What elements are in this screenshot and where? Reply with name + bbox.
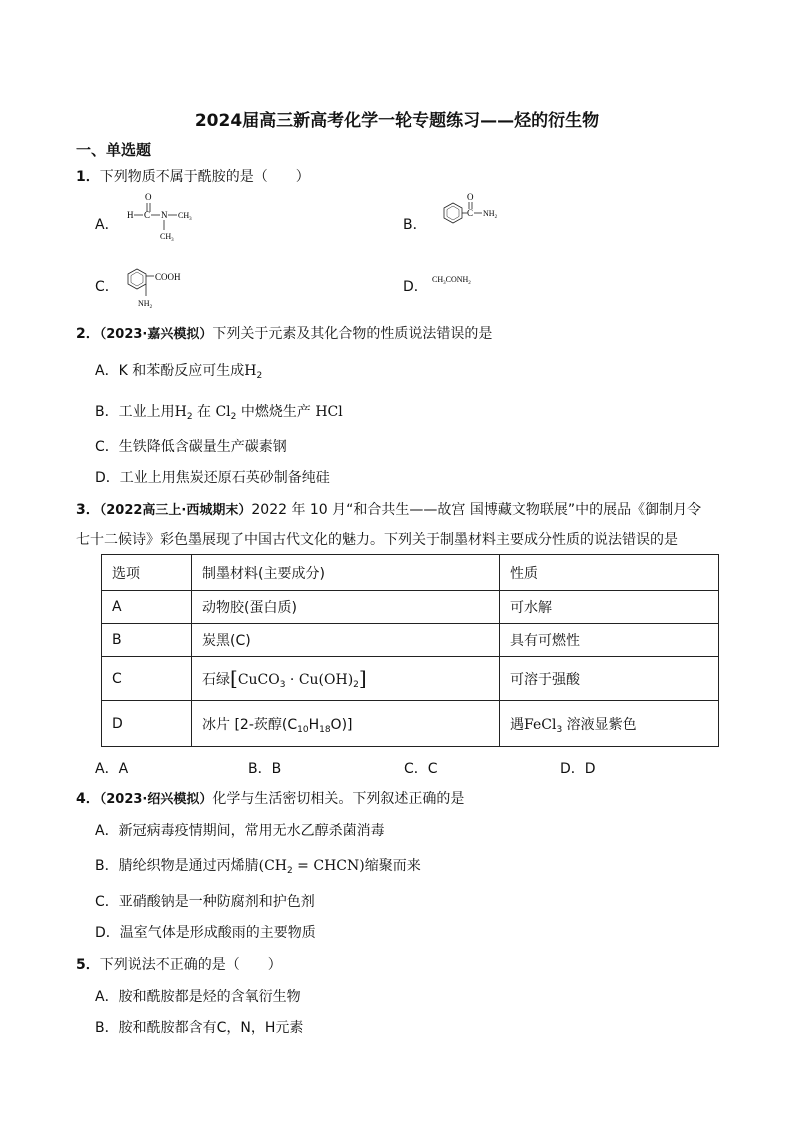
q1-option-c-label[interactable]: C． <box>95 279 119 295</box>
question-number: 1． <box>76 169 100 185</box>
atom-o: O <box>467 192 474 202</box>
svg-text:CH3: $CH_3$ <box>160 232 174 243</box>
amide-nh2: NH <box>483 209 495 218</box>
atom-o: O <box>145 192 152 202</box>
methyl-bottom: CH <box>160 232 172 241</box>
table-header-cell: 选项 <box>102 555 192 591</box>
amino-group: NH <box>138 299 150 308</box>
q2-option-c[interactable]: C．生铁降低含碳量生产碳素钢 <box>95 439 287 455</box>
q1-structure-b <box>432 190 512 238</box>
q1-structure-d <box>430 272 500 288</box>
question-number: 5． <box>76 957 100 973</box>
question-stem: 下列说法不正确的是（ ） <box>99 957 282 973</box>
q1-structure-c <box>120 264 200 312</box>
question-stem: 下列物质不属于酰胺的是（ ） <box>99 169 310 185</box>
table-header-cell: 性质 <box>500 555 719 591</box>
svg-text:NH2: $NH_2$ <box>483 209 498 220</box>
methyl-right: CH <box>178 211 190 220</box>
q4-option-b[interactable]: B．腈纶织物是通过丙烯腈($CH_2$ = CHCN)缩聚而来 <box>95 858 421 876</box>
carboxyl-group: COOH <box>155 272 181 282</box>
q3-option-d[interactable]: D．D <box>560 761 596 777</box>
question-5 <box>76 954 282 974</box>
section-heading: 一、单选题 <box>76 141 152 159</box>
materials-table <box>101 554 719 747</box>
question-4 <box>76 788 464 808</box>
table-header-row <box>102 555 719 591</box>
q2-option-d[interactable]: D．工业上用焦炭还原石英砂制备纯硅 <box>95 470 330 486</box>
question-3-line2: 七十二候诗》彩色墨展现了中国古代文化的魅力。下列关于制墨材料主要成分性质的说法错误的是 <box>76 532 678 548</box>
question-source: （2023·嘉兴模拟） <box>99 327 213 342</box>
q2-option-b[interactable]: B．工业上用$H_2$ 在 $Cl_2$ 中燃烧生产 HCl <box>95 404 343 422</box>
atom-n: N <box>161 210 168 220</box>
q1-structure-a <box>124 188 204 244</box>
table-header-cell: 制墨材料(主要成分) <box>192 555 500 591</box>
q5-option-a[interactable]: A．胺和酰胺都是烃的含氧衍生物 <box>95 989 301 1005</box>
q4-option-c[interactable]: C．亚硝酸钠是一种防腐剂和护色剂 <box>95 894 315 910</box>
question-1 <box>76 166 310 186</box>
q4-option-d[interactable]: D．温室气体是形成酸雨的主要物质 <box>95 925 316 941</box>
question-number: 4． <box>76 791 100 807</box>
table-row: A 动物胶(蛋白质) 可水解 <box>102 591 719 624</box>
q3-option-b[interactable]: B．B <box>248 761 282 777</box>
q5-option-b[interactable]: B．胺和酰胺都含有C，N，H元素 <box>95 1020 304 1036</box>
q1-option-a-label[interactable]: A． <box>95 217 119 233</box>
table-row: C 石绿[CuCO$_3$ · $Cu(OH)_2$] 可溶于强酸 <box>102 657 719 701</box>
question-3 <box>76 499 701 519</box>
q1-option-b-label[interactable]: B． <box>403 217 427 233</box>
question-number: 2． <box>76 326 100 342</box>
svg-text:CH3: $CH_3$ <box>178 211 192 222</box>
question-source: （2022高三上·西城期末） <box>99 503 252 518</box>
page-title: 2024届高三新高考化学一轮专题练习——烃的衍生物 <box>194 111 600 131</box>
q3-option-a[interactable]: A．A <box>95 761 129 777</box>
question-stem-line1: 2022 年 10 月“和合共生——故宫 国博藏文物联展”中的展品《御制月令 <box>251 502 702 518</box>
svg-text:CH3CONH2: $CH_3CONH_2$ <box>432 275 471 286</box>
q3-option-c[interactable]: C．C <box>404 761 438 777</box>
question-2 <box>76 323 492 343</box>
question-stem: 化学与生活密切相关。下列叙述正确的是 <box>212 791 465 807</box>
table-row: B 炭黑(C) 具有可燃性 <box>102 624 719 657</box>
q4-option-a[interactable]: A．新冠病毒疫情期间，常用无水乙醇杀菌消毒 <box>95 823 385 839</box>
question-stem: 下列关于元素及其化合物的性质说法错误的是 <box>212 326 493 342</box>
q2-option-a[interactable]: A．K 和苯酚反应可生成$H_2$ <box>95 363 263 381</box>
atom-c: C <box>144 210 151 220</box>
q1-option-d-label[interactable]: D． <box>403 279 428 295</box>
question-source: （2023·绍兴模拟） <box>99 792 213 807</box>
atom-h: H <box>127 210 134 220</box>
atom-c: C <box>467 208 474 218</box>
table-row: D 冰片 [2-莰醇$(C_{10}H_{18}O)$] 遇FeCl$_3$ 溶液显紫色 <box>102 701 719 747</box>
question-number: 3． <box>76 502 100 518</box>
svg-text:NH2: $NH_2$ <box>138 299 153 310</box>
